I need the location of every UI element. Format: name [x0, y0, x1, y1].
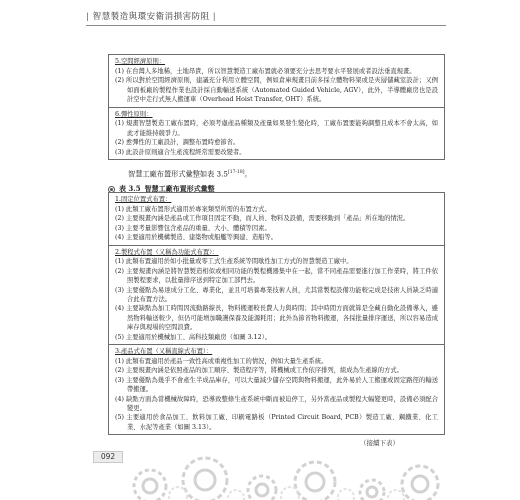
- header-bar-left: |: [86, 12, 90, 22]
- list-item: (2) 主要規畫內涵是將智慧製造相似或相同功能的製程機器集中在一起，當不同產品需要進行加工作業時，將工件依照製程要求，以批量排序送到特定加工部門去。: [115, 267, 438, 285]
- list-item: (3) 此設計原則適合生產流程經常需要改變者。: [115, 148, 246, 156]
- section-heading: 6.彈性原則：: [115, 110, 153, 118]
- list-item: (1) 規畫智慧製造工廠布置時，必須考慮產品種類及產量如果發生變化時，工廠布置要能夠調整且成本不會太高，如此才能維持競爭力。: [115, 120, 438, 137]
- list-item: (3) 主要優點為易達成分工化、專業化，並且可培養專業技術人員，尤其當製程設備功能較完成是技術人員缺乏時適合此布置方法。: [115, 286, 438, 304]
- citation-ref: [17-18]: [227, 170, 245, 175]
- table-number: 表 3.5: [119, 184, 141, 193]
- list-item: (5) 主要適用於食品加工、飲料加工廠、印刷電路板（Printed Circuit Board, PCB）製造工廠、鋼鐵業、化工業、水泥等產業（如圖 3.13）。: [115, 414, 438, 431]
- list-item: (3) 主要優點為幾乎不會產生半成品庫存，可以大量減少儲存空間與物料搬運，此外易於人工搬運或固定路徑的輸送帶搬運。: [115, 376, 438, 394]
- list-item: (2) 主要規畫內涵是依照產品的加工順序、製造程序等，將機械或工作依序排列，組成為生產線的方式。: [115, 367, 403, 375]
- layout-types-table: [108, 192, 445, 435]
- list-item: (4) 缺點方面為當機械故障時，恐導致整條生產系統中斷而被迫停工，另外當產品或製程大幅變更時，設備必須配合變更。: [115, 395, 438, 413]
- running-header: [86, 8, 416, 26]
- table-intro-paragraph: [128, 168, 252, 179]
- continued-label: （接續下表）: [360, 439, 399, 447]
- row-heading: 3.產品式布置（又稱直線式布置）：: [115, 348, 213, 356]
- list-item: (4) 主要適用於機構製造、建築物或船艦等興建、造船等。: [115, 234, 278, 242]
- space-economy-section: [109, 55, 444, 107]
- intro-text: 智慧工廠布置形式彙整如表 3.5: [128, 169, 228, 179]
- gear-decoration: [0, 440, 520, 500]
- row-heading: 2.製程式布置（又稱為功能式布置）：: [115, 248, 219, 256]
- list-item: (1) 在台灣人多地稀，土地昂貴，所以智慧製造工廠布置就必須要充分去思考要水平發展或者設法垂直規畫。: [115, 67, 416, 75]
- table-row: [109, 245, 444, 345]
- header-rule: [86, 25, 446, 26]
- table-title: 智慧工廠布置形式彙整: [144, 184, 215, 193]
- list-item: (1) 此類工廠布置形式適用於專案類型所需的布置方式。: [115, 205, 271, 213]
- list-item: (1) 此類布置適用於如小批量或零工式生產系統等間歇性加工方式的智慧製造工廠中。: [115, 258, 353, 266]
- list-item: (5) 主要適用於機械加工、高科技類廠房（如圖 3.12）。: [115, 333, 272, 341]
- row-heading: 1.固定位置式布置：: [115, 196, 172, 203]
- table-row: [109, 193, 444, 245]
- header-bar-right: |: [212, 12, 217, 22]
- table-row: [109, 344, 444, 434]
- page-number: 092: [93, 451, 123, 463]
- list-item: (2) 所以對於空間經濟原則，建議充分利用立體空間，例如倉庫規畫目前多採立體物料架或是夾層儲藏室設計；又例如面板廠的製程作業也設計採自動輸送系統（Automated Guided Vehicle, AGV），此外，半導體廠房也是設計空中走行式無人搬運車（Overhead Hoist Transfer, OHT）系統。: [115, 77, 438, 104]
- list-item: (3) 主要考量影響包含產品的重量、大小、體積等因素。: [115, 224, 271, 232]
- list-item: (4) 主要缺點為加工時間因流動路線長，物料搬運較長費人力與時間；其中時間方面就算是全藏自動化設備導入，雖然物料輸送較少，但仍可能增加職護保養及能源耗用；此外為節省物料搬運，各採批量排序運送，所以容易造成庫存與現場的空間浪費。: [115, 305, 438, 332]
- header-title: 智慧製造與環安衛消損害防阻: [92, 12, 210, 22]
- list-item: (1) 此類布置適用於產品一致性高或重複性加工的情況，例如大量生產系統。: [115, 358, 328, 365]
- section-heading: 5.空間經濟原則：: [115, 58, 166, 65]
- list-item: (2) 主要規畫內涵是產品或工作項目固定不動，而人員、物料及設備，需要移動到「產品」所在地的情況。: [115, 215, 410, 223]
- flexibility-section: [109, 107, 444, 160]
- intro-suffix: 。: [244, 169, 252, 179]
- list-item: (2) 愈彈性的工廠設計，調整布置時愈節省。: [115, 139, 240, 147]
- principles-box: [108, 54, 445, 160]
